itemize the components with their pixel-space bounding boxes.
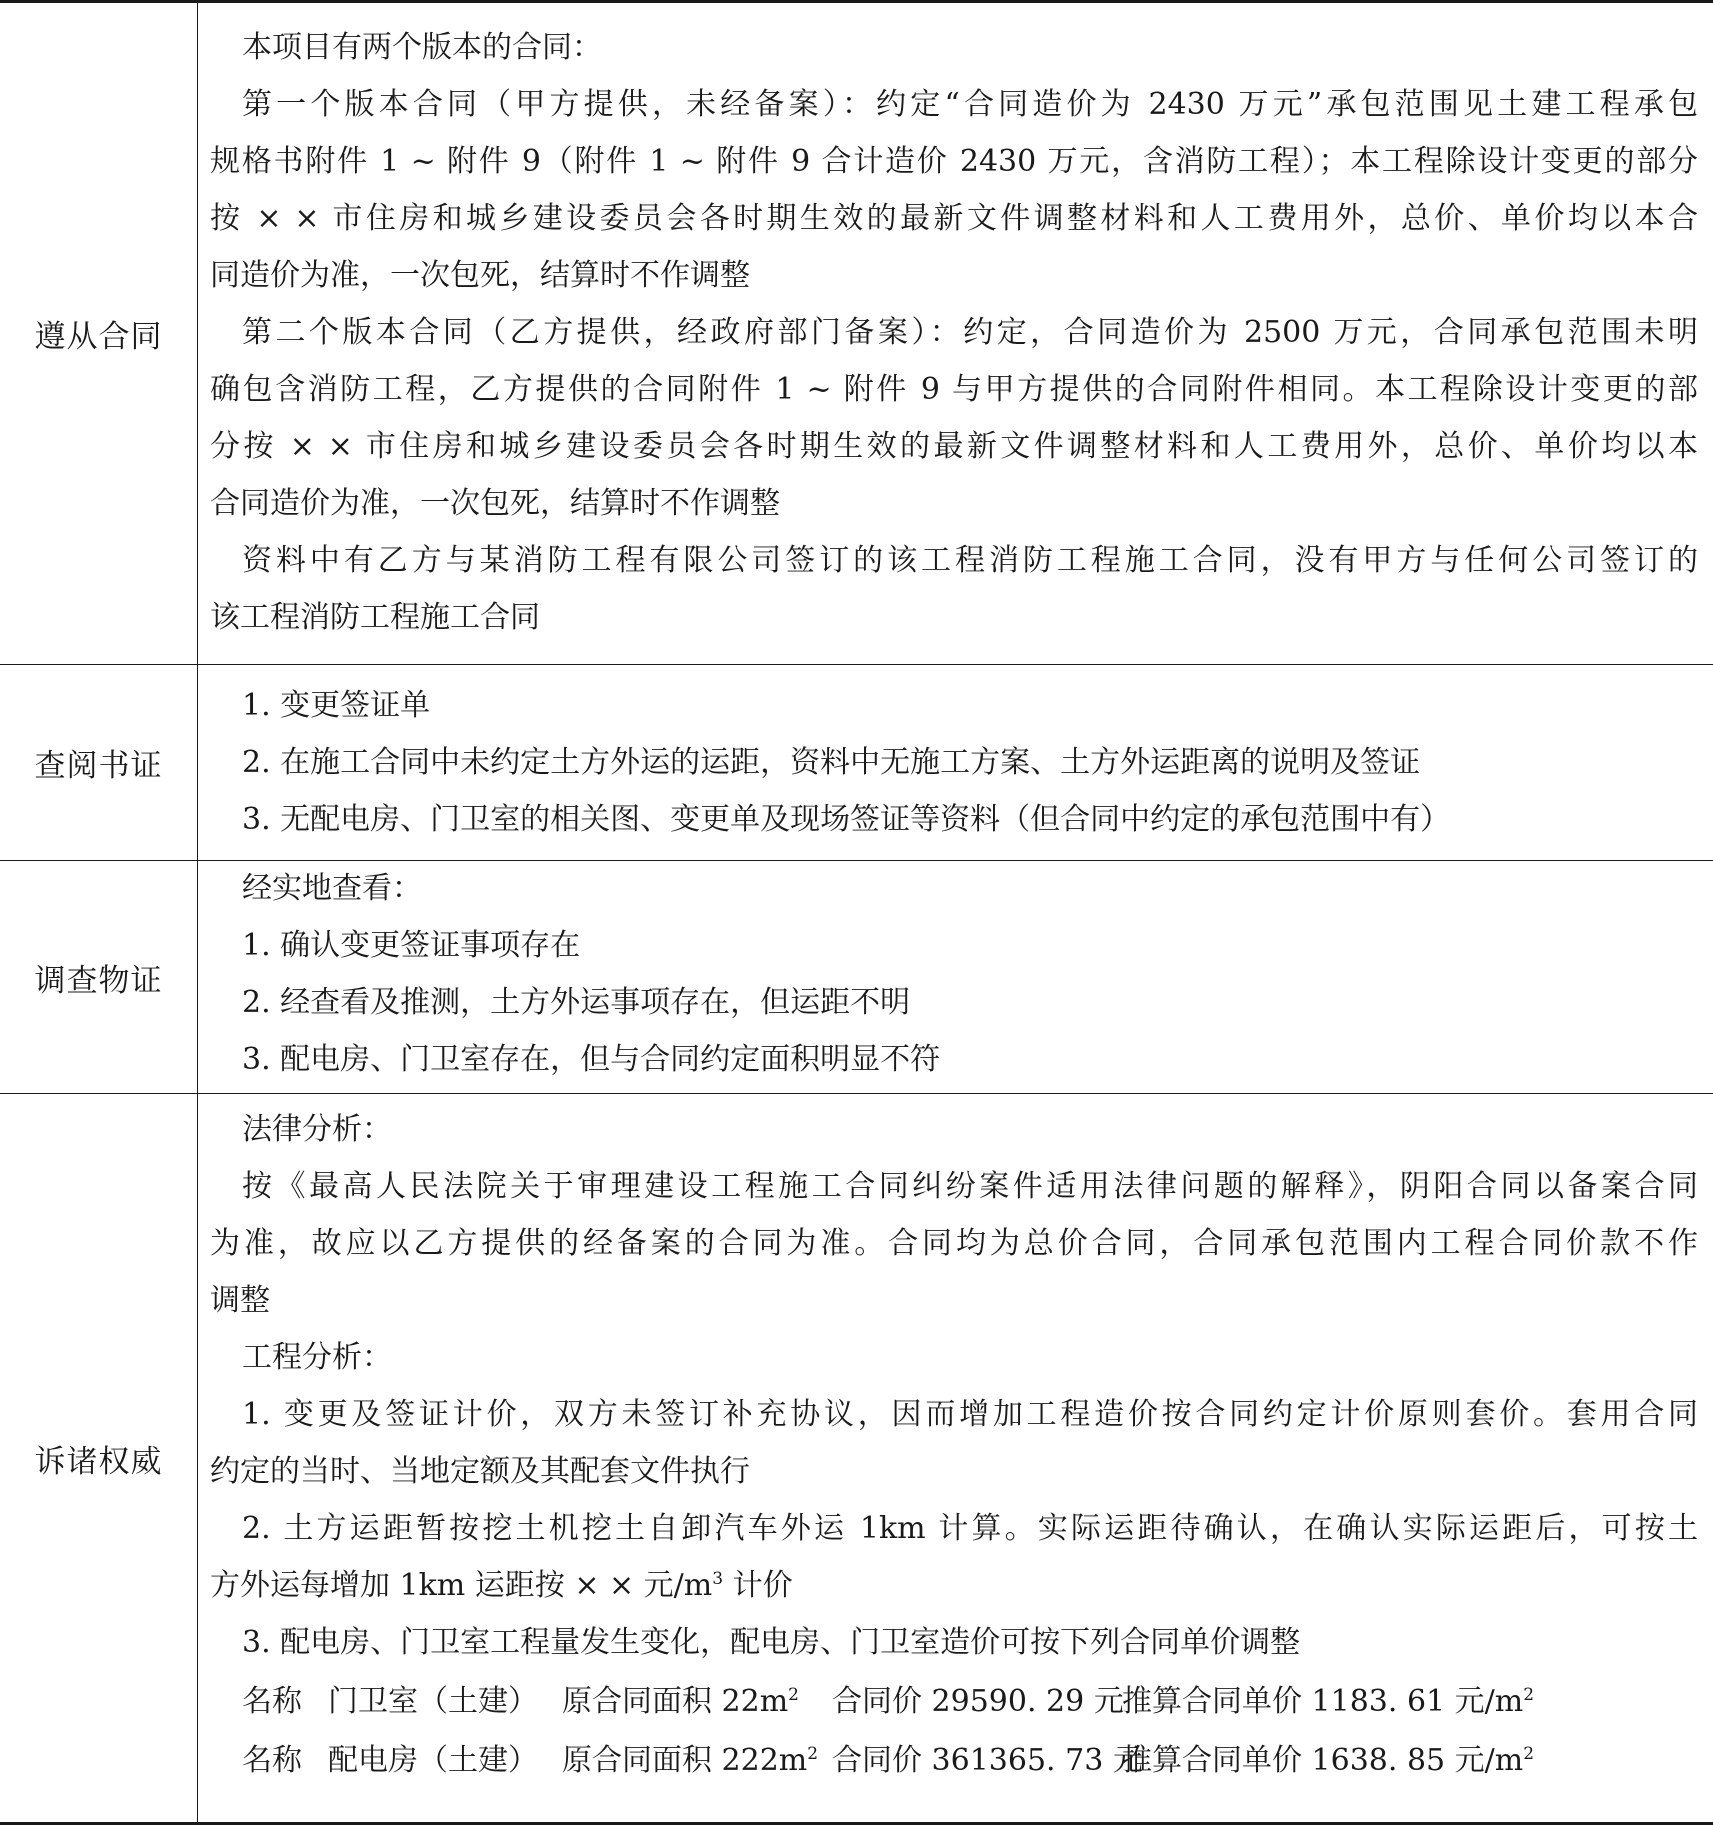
price-cell-contract-price: 合同价 361365. 73 元 [832,1743,1143,1778]
text-line: 按《最高人民法院关于审理建设工程施工合同纠纷案件适用法律问题的解释》，阴阳合同以备案合同 [242,1169,1698,1204]
text-line: 按 × × 市住房和城乡建设委员会各时期生效的最新文件调整材料和人工费用外，总价、单价均以本合 [210,201,1698,236]
text-line: 分按 × × 市住房和城乡建设委员会各时期生效的最新文件调整材料和人工费用外，总价、单价均以本 [210,429,1698,464]
row-label: 调查物证 [0,861,198,1093]
table-row-review-documents [0,665,1713,861]
text-line: 3. 配电房、门卫室存在，但与合同约定面积明显不符 [242,1042,941,1077]
price-row-power-room [242,1741,1702,1781]
text-line: 2. 在施工合同中未约定土方外运的运距，资料中无施工方案、土方外运距离的说明及签证 [242,745,1421,780]
superscript: 2 [1523,1685,1535,1705]
price-cell-contract-price: 合同价 29590. 29 元 [832,1684,1124,1719]
price-cell-unit-price [1122,1682,1534,1722]
text-line-with-superscript [210,1566,793,1606]
unit-price-text: 推算合同单价 1183. 61 元/m [1122,1684,1524,1719]
text-line: 该工程消防工程施工合同 [210,600,540,635]
text-line: 规格书附件 1 ~ 附件 9（附件 1 ~ 附件 9 合计造价 2430 万元，含消防工程）；本工程除设计变更的部分 [210,144,1698,179]
text-segment: 方外运每增加 1km 运距按 × × 元/m [210,1568,713,1603]
text-line: 1. 变更及签证计价，双方未签订补充协议，因而增加工程造价按合同约定计价原则套价。套用合同 [242,1397,1698,1432]
superscript: 2 [788,1685,799,1705]
price-cell-area [562,1741,818,1781]
text-line: 合同造价为准，一次包死，结算时不作调整 [210,486,780,521]
text-line: 工程分析： [242,1340,392,1375]
row-label: 遵从合同 [0,3,198,664]
text-line: 为准，故应以乙方提供的经备案的合同为准。合同均为总价合同，合同承包范围内工程合同价款不作 [210,1226,1698,1261]
superscript: 3 [712,1569,724,1589]
table-row-comply-contract [0,3,1713,665]
area-text: 原合同面积 22m [562,1684,789,1719]
superscript: 2 [807,1744,819,1764]
price-cell-item: 门卫室（土建） [328,1684,538,1719]
text-line: 3. 无配电房、门卫室的相关图、变更单及现场签证等资料（但合同中约定的承包范围中有） [242,802,1451,837]
unit-price-text: 推算合同单价 1638. 85 元/m [1122,1743,1524,1778]
row-label: 诉诸权威 [0,1094,198,1822]
price-cell-name: 名称 [242,1684,302,1719]
text-line: 确包含消防工程，乙方提供的合同附件 1 ~ 附件 9 与甲方提供的合同附件相同。本工程除设计变更的部 [210,372,1698,407]
price-cell-area [562,1682,799,1722]
text-line: 第二个版本合同（乙方提供，经政府部门备案）：约定，合同造价为 2500 万元，合同承包范围未明 [242,315,1698,350]
text-line: 调整 [210,1283,270,1318]
text-line: 同造价为准，一次包死，结算时不作调整 [210,258,750,293]
text-line: 2. 土方运距暂按挖土机挖土自卸汽车外运 1km 计算。实际运距待确认，在确认实际运距后，可按土 [242,1511,1698,1546]
price-row-gatehouse [242,1682,1702,1722]
price-cell-name: 名称 [242,1743,302,1778]
area-text: 原合同面积 222m [562,1743,808,1778]
text-line: 1. 确认变更签证事项存在 [242,928,581,963]
text-line: 3. 配电房、门卫室工程量发生变化，配电房、门卫室造价可按下列合同单价调整 [242,1625,1301,1660]
row-label: 查阅书证 [0,665,198,860]
text-line: 资料中有乙方与某消防工程有限公司签订的该工程消防工程施工合同，没有甲方与任何公司签订的 [242,543,1698,578]
text-line: 法律分析： [242,1112,392,1147]
text-line: 1. 变更签证单 [242,688,431,723]
price-cell-item: 配电房（土建） [328,1743,538,1778]
text-line: 本项目有两个版本的合同： [242,30,602,65]
price-cell-unit-price [1122,1741,1534,1781]
table-bottom-rule [0,1822,1713,1825]
text-line: 第一个版本合同（甲方提供，未经备案）：约定“合同造价为 2430 万元”承包范围见土建工程承包 [242,87,1698,122]
table-row-investigate-evidence [0,861,1713,1094]
text-segment: 计价 [723,1568,793,1603]
text-line: 约定的当时、当地定额及其配套文件执行 [210,1454,750,1489]
table-row-appeal-authority [0,1094,1713,1822]
superscript: 2 [1523,1744,1535,1764]
text-line: 2. 经查看及推测，土方外运事项存在，但运距不明 [242,985,911,1020]
text-line: 经实地查看： [242,871,422,906]
